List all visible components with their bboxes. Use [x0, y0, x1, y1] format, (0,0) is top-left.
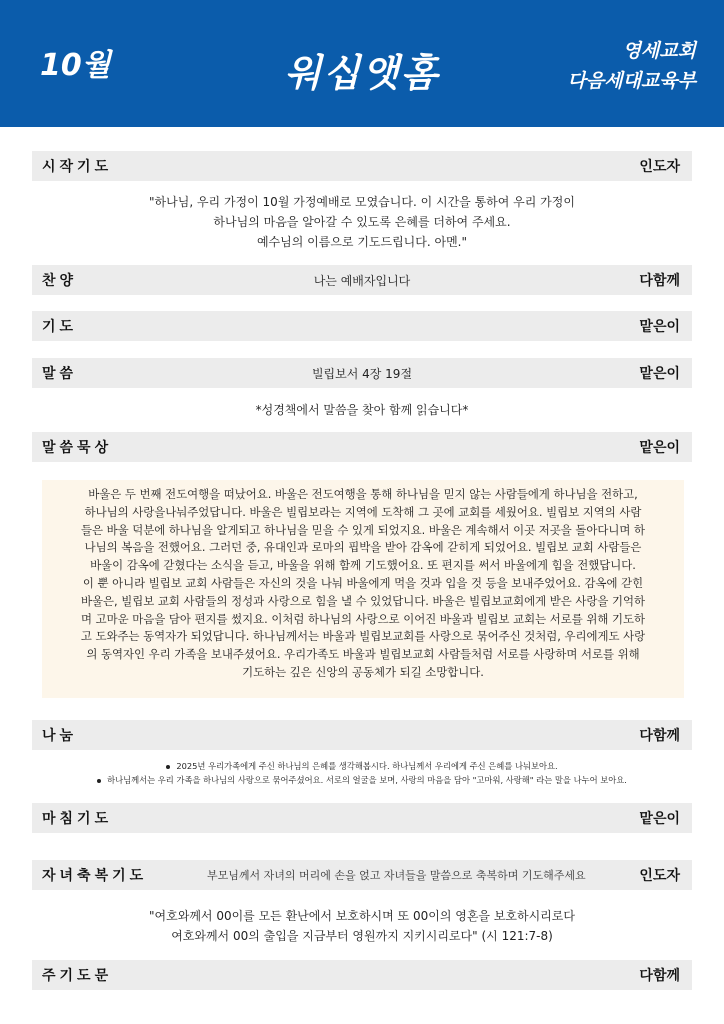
- text-line: "하나님, 우리 가정이 10월 가정예배로 모였습니다. 이 시간을 통하여 우리 가정이: [149, 195, 575, 209]
- bullet-icon: [97, 779, 101, 783]
- sharing-item-text: 하나님께서는 우리 가족을 하나님의 사랑으로 묶어주셨어요. 서로의 얼굴을 보며, 사랑의 마음을 담아 "고마워, 사랑해" 라는 말을 나누어 보아요.: [107, 775, 627, 785]
- section-closing-prayer: [32, 803, 692, 833]
- section-label: 말씀묵상: [42, 440, 113, 456]
- section-label: 자녀축복기도: [42, 868, 148, 884]
- section-role: 다함께: [639, 728, 680, 744]
- child-blessing-note: 부모님께서 자녀의 머리에 손을 얹고 자녀들을 말씀으로 축복하며 기도해주세요: [207, 869, 586, 882]
- sharing-list: [32, 759, 692, 787]
- church-name: [568, 36, 696, 96]
- section-role: 맡은이: [639, 440, 680, 456]
- section-role: 인도자: [639, 868, 680, 884]
- section-praise: [32, 265, 692, 295]
- section-opening-prayer: [32, 151, 692, 181]
- section-label: 마침기도: [42, 811, 113, 827]
- section-label: 찬양: [42, 273, 78, 289]
- meditation-line: 기도하는 깊은 신앙의 공동체가 되길 소망합니다.: [242, 664, 484, 679]
- opening-prayer-text: [32, 192, 692, 252]
- section-meditation: [32, 432, 692, 462]
- bullet-icon: [166, 765, 170, 769]
- text-line: 하나님의 마음을 알아갈 수 있도록 은혜를 더하여 주세요.: [213, 215, 511, 229]
- section-role: 인도자: [639, 159, 680, 175]
- section-role: 맡은이: [639, 811, 680, 827]
- text-line: 여호와께서 00의 출입을 지금부터 영원까지 지키시리로다" (시 121:7-8): [171, 929, 553, 943]
- meditation-line: 나님의 복음을 전했어요. 그러던 중, 유대인과 로마의 핍박을 받아 감옥에 갇히게 되었어요. 빌립보 교회 사람들은: [84, 540, 642, 555]
- section-role: 맡은이: [639, 319, 680, 335]
- section-label: 주기도문: [42, 968, 113, 984]
- list-item: [32, 773, 692, 787]
- section-label: 말씀: [42, 366, 78, 382]
- section-role: 다함께: [639, 273, 680, 289]
- meditation-line: 며 고마운 마음을 담아 편지를 썼지요. 이처럼 하나님의 사랑으로 이어진 바울과 빌립보 교회는 서로를 위해 기도하: [80, 611, 646, 626]
- scripture-reference: 빌립보서 4장 19절: [311, 366, 413, 381]
- section-role: 다함께: [639, 968, 680, 984]
- text-line: 예수님의 이름으로 기도드립니다. 아멘.": [256, 235, 468, 249]
- meditation-line: 고 도와주는 동역자가 되었답니다. 하나님께서는 바울과 빌립보교회를 사랑으로 묶어주신 것처럼, 우리에게도 사랑: [80, 629, 646, 644]
- church-line-2: 다음세대교육부: [567, 70, 696, 92]
- sharing-item-text: 2025년 우리가족에게 주신 하나님의 은혜를 생각해봅시다. 하나님께서 우리에게 주신 은혜를 나눠보아요.: [176, 761, 558, 771]
- meditation-line: 의 동역자인 우리 가족을 보내주셨어요. 우리가족도 바울과 빌립보교회 사람들처럼 서로를 사랑하며 서로를 위해: [86, 647, 640, 662]
- header-banner: [0, 0, 724, 127]
- meditation-line: 들은 바울 덕분에 하나님을 알게되고 하나님을 믿을 수 있게 되었지요. 바울은 계속해서 이곳 저곳을 돌아다니며 하: [80, 522, 646, 537]
- text-line: "여호와께서 00이를 모든 환난에서 보호하시며 또 00이의 영혼을 보호하시리로다: [149, 909, 575, 923]
- meditation-line: 하나님의 사랑을나눠주었답니다. 바울은 빌립보라는 지역에 도착해 그 곳에 교회를 세웠어요. 빌립보 지역의 사람: [84, 504, 642, 519]
- meditation-line: 이 뿐 아니라 빌립보 교회 사람들은 자신의 것을 나눠 바울에게 먹을 것과 입을 것 등을 보내주었어요. 감옥에 갇힌: [82, 575, 644, 590]
- section-lords-prayer: [32, 960, 692, 990]
- meditation-line: 바울은, 빌립보 교회 사람들의 정성과 사랑으로 힘을 낼 수 있었답니다. 바울은 빌립보교회에게 받은 사랑을 기억하: [80, 593, 646, 608]
- section-sharing: [32, 720, 692, 750]
- month-label: 10월: [40, 48, 111, 83]
- church-line-1: 영세교회: [622, 40, 696, 62]
- list-item: [32, 759, 692, 773]
- child-blessing-text: [32, 906, 692, 946]
- section-label: 나눔: [42, 728, 78, 744]
- section-prayer: [32, 311, 692, 341]
- meditation-box: [42, 480, 684, 698]
- section-label: 시작기도: [42, 159, 113, 175]
- section-label: 기도: [42, 319, 78, 335]
- meditation-line: 바울은 두 번째 전도여행을 떠났어요. 바울은 전도여행을 통해 하나님을 믿지 않는 사람들에게 하나님을 전하고,: [88, 487, 638, 501]
- page-title: 워십앳홈: [284, 51, 440, 95]
- section-child-blessing: [32, 860, 692, 890]
- meditation-line: 바울이 감옥에 갇혔다는 소식을 듣고, 바울을 위해 함께 기도했어요. 또 편지를 써서 바울에게 힘을 전했답니다.: [90, 558, 636, 573]
- praise-song-title: 나는 예배자입니다: [313, 273, 411, 288]
- section-role: 맡은이: [639, 366, 680, 382]
- section-word: [32, 358, 692, 388]
- word-note: *성경책에서 말씀을 찾아 함께 읽습니다*: [255, 403, 469, 417]
